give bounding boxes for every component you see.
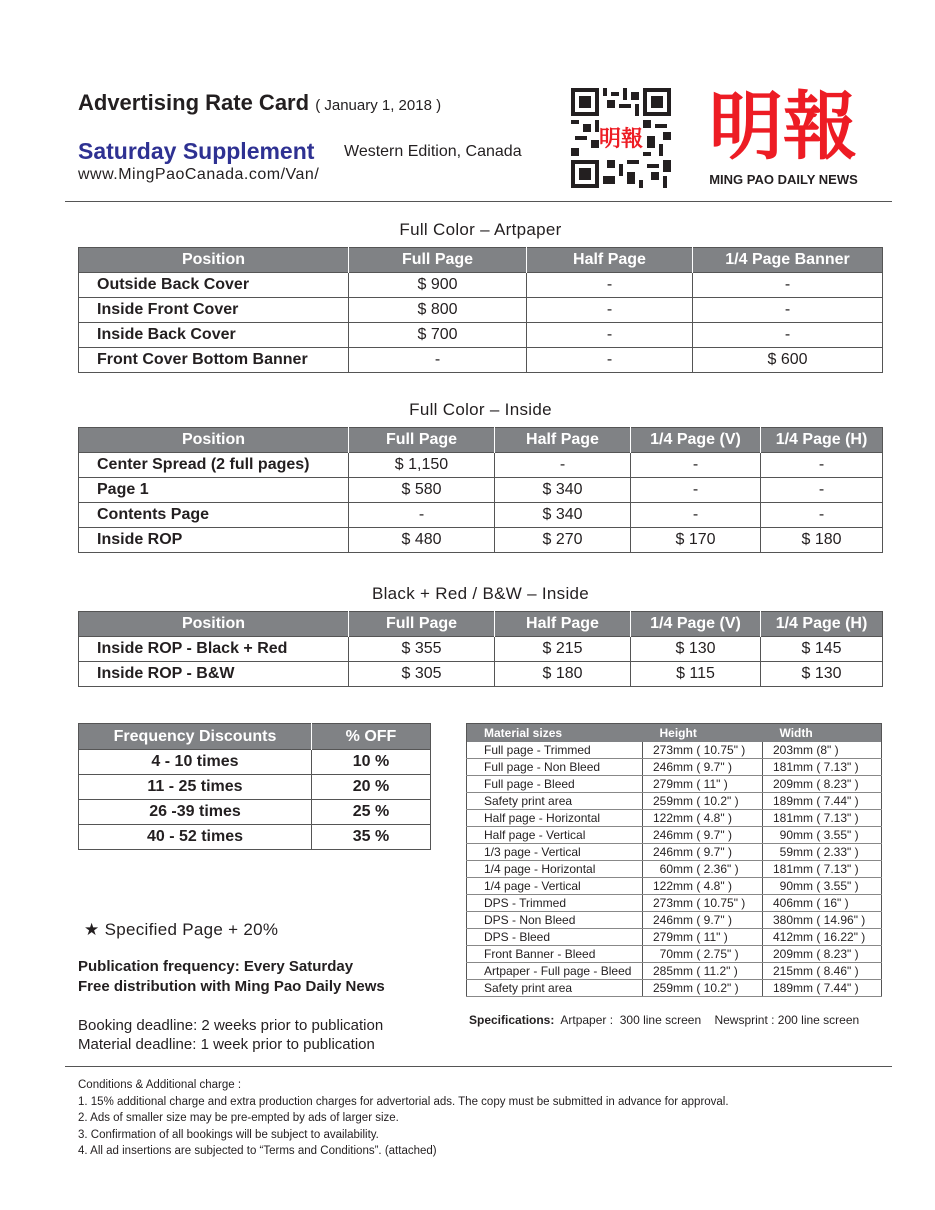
price-cell: $ 215 xyxy=(495,637,631,662)
price-cell: - xyxy=(527,298,693,323)
height-cell: 246mm ( 9.7" ) xyxy=(643,759,763,776)
table-row xyxy=(467,861,882,878)
column-header: Frequency Discounts xyxy=(79,724,312,750)
position-cell: Outside Back Cover xyxy=(79,273,349,298)
material-name-cell: Half page - Vertical xyxy=(467,827,643,844)
discount-cell: 10 % xyxy=(312,750,431,775)
material-name-cell: DPS - Trimmed xyxy=(467,895,643,912)
specifications xyxy=(469,1013,859,1027)
material-name-cell: Artpaper - Full page - Bleed xyxy=(467,963,643,980)
frequency-cell: 26 -39 times xyxy=(79,800,312,825)
column-header: Position xyxy=(79,612,349,637)
specifications-label: Specifications: xyxy=(469,1013,555,1027)
frequency-cell: 11 - 25 times xyxy=(79,775,312,800)
table-header-row xyxy=(79,428,883,453)
width-cell: 406mm ( 16" ) xyxy=(763,895,882,912)
price-cell: $ 115 xyxy=(631,662,761,687)
material-name-cell: 1/4 page - Horizontal xyxy=(467,861,643,878)
position-cell: Inside Front Cover xyxy=(79,298,349,323)
width-cell: 412mm ( 16.22" ) xyxy=(763,929,882,946)
table-row xyxy=(467,912,882,929)
table-header-row xyxy=(79,248,883,273)
condition-item: 1. 15% additional charge and extra production charges for advertorial ads. The copy must be submitted in advance for approval. xyxy=(78,1095,729,1108)
artpaper-rate-table xyxy=(78,247,883,373)
table-row xyxy=(467,759,882,776)
logo-english-text: MING PAO DAILY NEWS xyxy=(709,172,858,187)
table-row xyxy=(79,775,431,800)
material-name-cell: Front Banner - Bleed xyxy=(467,946,643,963)
table-row xyxy=(79,323,883,348)
website-url[interactable]: www.MingPaoCanada.com/Van/ xyxy=(78,166,320,183)
height-cell: 122mm ( 4.8" ) xyxy=(643,878,763,895)
column-header: Full Page xyxy=(349,248,527,273)
footer-divider xyxy=(65,1066,892,1067)
table-row xyxy=(79,528,883,553)
column-header: 1/4 Page (H) xyxy=(761,612,883,637)
table-row xyxy=(467,980,882,997)
price-cell: - xyxy=(761,478,883,503)
price-cell: $ 130 xyxy=(631,637,761,662)
material-name-cell: DPS - Non Bleed xyxy=(467,912,643,929)
price-cell: - xyxy=(495,453,631,478)
qr-logo-text: 明報 xyxy=(598,127,644,152)
booking-deadline: Booking deadline: 2 weeks prior to publication xyxy=(78,1017,384,1034)
condition-item: 3. Confirmation of all bookings will be subject to availability. xyxy=(78,1128,379,1141)
position-cell: Center Spread (2 full pages) xyxy=(79,453,349,478)
position-cell: Page 1 xyxy=(79,478,349,503)
position-cell: Inside ROP - B&W xyxy=(79,662,349,687)
price-cell: $ 700 xyxy=(349,323,527,348)
bw-section-title: Black + Red / B&W – Inside xyxy=(371,584,590,603)
conditions-title: Conditions & Additional charge : xyxy=(78,1079,242,1091)
height-cell: 259mm ( 10.2" ) xyxy=(643,980,763,997)
price-cell: $ 305 xyxy=(349,662,495,687)
width-cell: 181mm ( 7.13" ) xyxy=(763,810,882,827)
material-sizes-body xyxy=(467,742,882,997)
deadlines xyxy=(78,1016,383,1054)
discount-cell: 25 % xyxy=(312,800,431,825)
position-cell: Inside Back Cover xyxy=(79,323,349,348)
price-cell: - xyxy=(631,478,761,503)
table-row xyxy=(467,946,882,963)
table-row xyxy=(79,348,883,373)
width-cell: 90mm ( 3.55" ) xyxy=(763,827,882,844)
bw-rate-table xyxy=(78,611,883,687)
width-cell: 90mm ( 3.55" ) xyxy=(763,878,882,895)
column-header: % OFF xyxy=(312,724,431,750)
table-row xyxy=(79,750,431,775)
price-cell: $ 180 xyxy=(495,662,631,687)
material-sizes-table xyxy=(466,723,882,997)
price-cell: - xyxy=(631,503,761,528)
column-header: Position xyxy=(79,248,349,273)
price-cell: $ 180 xyxy=(761,528,883,553)
table-row xyxy=(79,637,883,662)
price-cell: - xyxy=(349,503,495,528)
column-header: Position xyxy=(79,428,349,453)
publication-frequency: Publication frequency: Every Saturday xyxy=(78,958,354,975)
table-row xyxy=(467,878,882,895)
width-cell: 181mm ( 7.13" ) xyxy=(763,759,882,776)
column-header: 1/4 Page (V) xyxy=(631,612,761,637)
condition-item: 4. All ad insertions are subjected to “Terms and Conditions”. (attached) xyxy=(78,1145,437,1157)
position-cell: Inside ROP - Black + Red xyxy=(79,637,349,662)
discount-cell: 35 % xyxy=(312,825,431,850)
table-row xyxy=(467,963,882,980)
material-name-cell: Full page - Non Bleed xyxy=(467,759,643,776)
material-name-cell: Safety print area xyxy=(467,793,643,810)
height-cell: 246mm ( 9.7" ) xyxy=(643,844,763,861)
logo-mark-icon xyxy=(706,80,861,165)
height-cell: 246mm ( 9.7" ) xyxy=(643,827,763,844)
material-name-cell: Half page - Horizontal xyxy=(467,810,643,827)
table-row xyxy=(79,298,883,323)
height-cell: 279mm ( 11" ) xyxy=(643,929,763,946)
table-header-row xyxy=(79,724,431,750)
table-row xyxy=(467,827,882,844)
price-cell: $ 480 xyxy=(349,528,495,553)
width-cell: 203mm (8" ) xyxy=(763,742,882,759)
condition-item: 2. Ads of smaller size may be pre-empted by ads of larger size. xyxy=(78,1112,399,1124)
column-header: Full Page xyxy=(349,428,495,453)
height-cell: 259mm ( 10.2" ) xyxy=(643,793,763,810)
table-row xyxy=(79,478,883,503)
price-cell: $ 1,150 xyxy=(349,453,495,478)
table-header-row xyxy=(79,612,883,637)
width-cell: 189mm ( 7.44" ) xyxy=(763,980,882,997)
width-cell: 181mm ( 7.13" ) xyxy=(763,861,882,878)
ming-pao-logo xyxy=(706,80,861,165)
publication-info xyxy=(78,957,385,997)
height-cell: 285mm ( 11.2" ) xyxy=(643,963,763,980)
price-cell: - xyxy=(693,273,883,298)
height-cell: 70mm ( 2.75" ) xyxy=(643,946,763,963)
table-row xyxy=(467,810,882,827)
price-cell: $ 900 xyxy=(349,273,527,298)
material-name-cell: Full page - Bleed xyxy=(467,776,643,793)
price-cell: - xyxy=(693,298,883,323)
table-header-row xyxy=(467,724,882,743)
edition-label: Western Edition, Canada xyxy=(344,143,522,160)
table-row xyxy=(467,844,882,861)
height-cell: 246mm ( 9.7" ) xyxy=(643,912,763,929)
width-cell: 189mm ( 7.44" ) xyxy=(763,793,882,810)
inside-rate-table xyxy=(78,427,883,553)
material-name-cell: Safety print area xyxy=(467,980,643,997)
discount-cell: 20 % xyxy=(312,775,431,800)
column-header: 1/4 Page (V) xyxy=(631,428,761,453)
position-cell: Contents Page xyxy=(79,503,349,528)
price-cell: $ 270 xyxy=(495,528,631,553)
column-header: Material sizes xyxy=(467,724,643,743)
column-header: 1/4 Page (H) xyxy=(761,428,883,453)
height-cell: 122mm ( 4.8" ) xyxy=(643,810,763,827)
table-row xyxy=(79,825,431,850)
table-row xyxy=(467,742,882,759)
frequency-cell: 40 - 52 times xyxy=(79,825,312,850)
table-row xyxy=(467,776,882,793)
material-name-cell: Full page - Trimmed xyxy=(467,742,643,759)
price-cell: $ 800 xyxy=(349,298,527,323)
table-row xyxy=(79,503,883,528)
price-cell: - xyxy=(527,323,693,348)
height-cell: 273mm ( 10.75" ) xyxy=(643,895,763,912)
material-name-cell: 1/4 page - Vertical xyxy=(467,878,643,895)
price-cell: $ 145 xyxy=(761,637,883,662)
frequency-discount-table xyxy=(78,723,431,850)
height-cell: 60mm ( 2.36" ) xyxy=(643,861,763,878)
price-cell: $ 355 xyxy=(349,637,495,662)
price-cell: $ 340 xyxy=(495,478,631,503)
price-cell: - xyxy=(527,348,693,373)
inside-section-title: Full Color – Inside xyxy=(409,400,552,419)
material-name-cell: 1/3 page - Vertical xyxy=(467,844,643,861)
column-header: Full Page xyxy=(349,612,495,637)
supplement-name: Saturday Supplement xyxy=(78,138,315,164)
qr-code-icon xyxy=(571,88,671,188)
price-cell: $ 170 xyxy=(631,528,761,553)
position-cell: Front Cover Bottom Banner xyxy=(79,348,349,373)
publication-distribution: Free distribution with Ming Pao Daily News xyxy=(78,978,385,995)
price-cell: $ 340 xyxy=(495,503,631,528)
table-row xyxy=(79,800,431,825)
price-cell: $ 580 xyxy=(349,478,495,503)
column-header: Half Page xyxy=(495,612,631,637)
page-title xyxy=(78,90,441,116)
price-cell: - xyxy=(761,503,883,528)
table-row xyxy=(467,895,882,912)
title-date: ( January 1, 2018 ) xyxy=(315,97,442,114)
price-cell: - xyxy=(527,273,693,298)
conditions xyxy=(78,1077,729,1160)
position-cell: Inside ROP xyxy=(79,528,349,553)
price-cell: - xyxy=(631,453,761,478)
column-header: 1/4 Page Banner xyxy=(693,248,883,273)
price-cell: $ 130 xyxy=(761,662,883,687)
table-row xyxy=(467,793,882,810)
material-name-cell: DPS - Bleed xyxy=(467,929,643,946)
price-cell: - xyxy=(761,453,883,478)
price-cell: - xyxy=(693,323,883,348)
logo-chinese-text: 明報 xyxy=(709,84,857,165)
price-cell: - xyxy=(349,348,527,373)
width-cell: 215mm ( 8.46" ) xyxy=(763,963,882,980)
material-deadline: Material deadline: 1 week prior to publication xyxy=(78,1036,375,1053)
artpaper-section-title: Full Color – Artpaper xyxy=(399,220,562,239)
column-header: Height xyxy=(643,724,763,743)
frequency-cell: 4 - 10 times xyxy=(79,750,312,775)
column-header: Half Page xyxy=(495,428,631,453)
price-cell: $ 600 xyxy=(693,348,883,373)
title-text: Advertising Rate Card xyxy=(78,90,310,115)
table-row xyxy=(467,929,882,946)
width-cell: 380mm ( 14.96" ) xyxy=(763,912,882,929)
specified-page-note: ★ Specified Page + 20% xyxy=(84,920,279,939)
table-row xyxy=(79,662,883,687)
header-divider xyxy=(65,201,892,202)
width-cell: 209mm ( 8.23" ) xyxy=(763,946,882,963)
table-row xyxy=(79,453,883,478)
height-cell: 279mm ( 11" ) xyxy=(643,776,763,793)
table-row xyxy=(79,273,883,298)
column-header: Half Page xyxy=(527,248,693,273)
column-header: Width xyxy=(763,724,882,743)
width-cell: 59mm ( 2.33" ) xyxy=(763,844,882,861)
height-cell: 273mm ( 10.75" ) xyxy=(643,742,763,759)
width-cell: 209mm ( 8.23" ) xyxy=(763,776,882,793)
specifications-text: Artpaper : 300 line screen Newsprint : 200 line screen xyxy=(560,1013,860,1027)
